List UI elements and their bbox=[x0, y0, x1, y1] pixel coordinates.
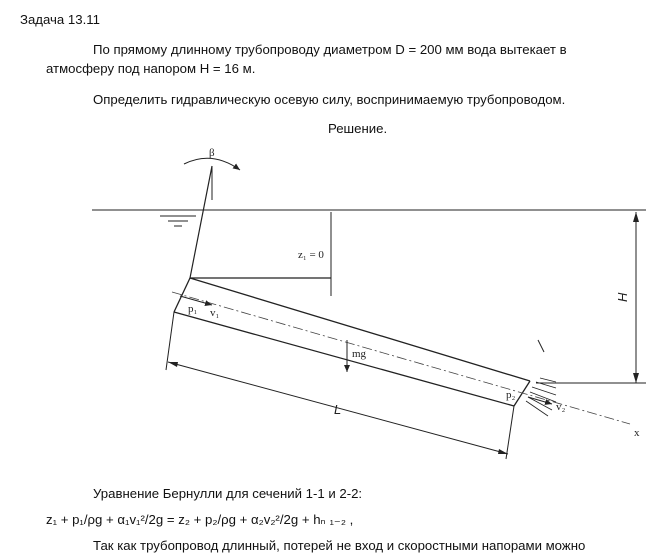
beta-label: β bbox=[209, 147, 215, 159]
problem-text-line2: атмосферу под напором H = 16 м. bbox=[46, 61, 256, 76]
L-extension-right bbox=[506, 406, 514, 459]
outlet-jet-line bbox=[526, 401, 548, 416]
L-arrow-right bbox=[498, 449, 508, 454]
reservoir-wall bbox=[190, 166, 331, 278]
continuation-text: Так как трубопровод длинный, потерей не вход и скоростными напорами можно bbox=[93, 538, 586, 553]
bernoulli-equation: z₁ + p₁/ρg + α₁v₁²/2g = z₂ + p₂/ρg + α₂v₂²/2g + hₙ ₁₋₂ , bbox=[46, 512, 354, 527]
problem-text-line1: По прямому длинному трубопроводу диаметром D = 200 мм вода вытекает в bbox=[93, 42, 567, 57]
outlet-jet-line bbox=[540, 378, 556, 382]
problem-title: Задача 13.11 bbox=[20, 12, 100, 27]
v2-label: v₂ bbox=[556, 401, 566, 413]
p1-label: p₁ bbox=[188, 303, 198, 315]
L-extension-left bbox=[166, 312, 174, 370]
H-arrow-top bbox=[633, 212, 639, 222]
mg-label: mg bbox=[352, 348, 367, 360]
L-label: L bbox=[334, 402, 342, 417]
pipe-lower-wall bbox=[174, 312, 514, 406]
outlet-tick bbox=[538, 340, 544, 352]
H-label: H bbox=[615, 292, 630, 302]
L-arrow-left bbox=[168, 362, 178, 367]
problem-question: Определить гидравлическую осевую силу, воспринимаемую трубопроводом. bbox=[93, 92, 566, 107]
pipe-upper-wall bbox=[190, 278, 530, 381]
p2-label: p₂ bbox=[506, 389, 516, 401]
x-axis-label: x bbox=[634, 427, 640, 439]
z1-label: z₁ = 0 bbox=[298, 249, 324, 261]
bernoulli-heading: Уравнение Бернулли для сечений 1-1 и 2-2: bbox=[93, 486, 363, 501]
H-arrow-bottom bbox=[633, 373, 639, 383]
solution-heading: Решение. bbox=[328, 121, 388, 136]
v1-label: v₁ bbox=[210, 307, 220, 319]
